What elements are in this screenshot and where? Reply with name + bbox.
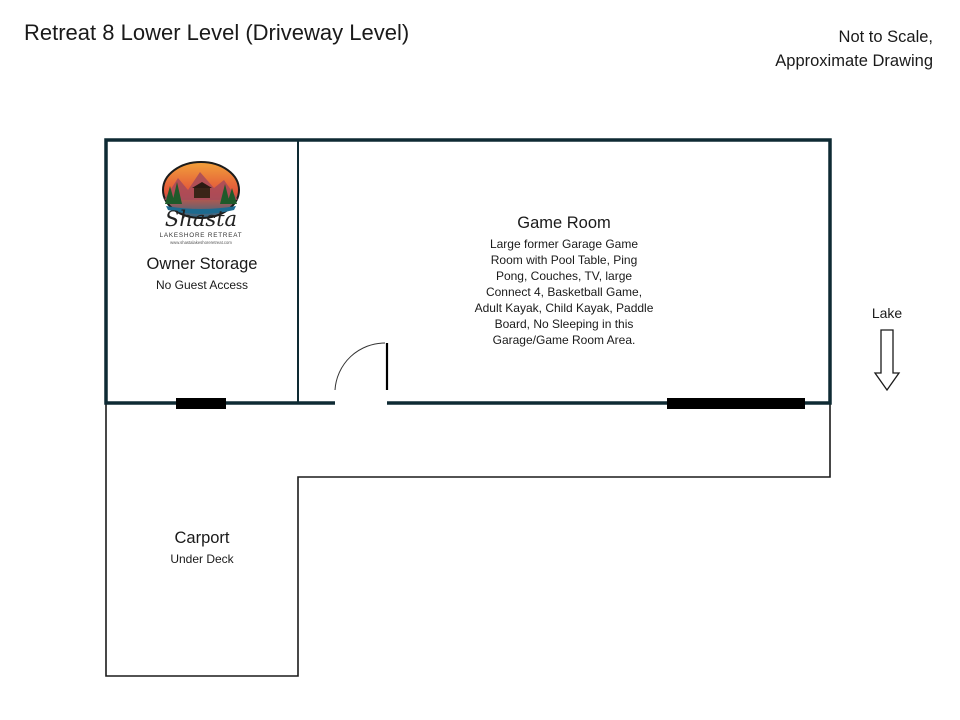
page-title: Retreat 8 Lower Level (Driveway Level) — [24, 20, 410, 45]
carport-label — [106, 529, 298, 567]
logo-tagline: LAKESHORE RETREAT — [159, 232, 243, 239]
logo-wordmark: Shasta — [164, 207, 238, 231]
game-room-line: Room with Pool Table, Ping — [490, 253, 638, 267]
logo-url: www.shastalakeshoreretreat.com — [170, 240, 232, 245]
scale-note-line-2: Approximate Drawing — [775, 52, 933, 70]
scale-note-line-1: Not to Scale, — [838, 28, 933, 46]
game-room-line: Board, No Sleeping in this — [494, 317, 634, 331]
storage-window — [176, 398, 226, 409]
shasta-logo — [156, 160, 246, 250]
garage-door — [667, 398, 805, 409]
owner-storage-subtitle: No Guest Access — [155, 278, 249, 292]
lake-label: Lake — [871, 305, 903, 321]
carport-subtitle: Under Deck — [170, 552, 234, 566]
game-room-label — [446, 214, 682, 348]
owner-storage-label — [106, 255, 298, 293]
owner-storage-name: Owner Storage — [146, 255, 258, 273]
game-room-line: Large former Garage Game — [489, 237, 639, 251]
carport-name: Carport — [174, 529, 230, 547]
game-room-line: Adult Kayak, Child Kayak, Paddle — [474, 301, 654, 315]
game-room-description — [446, 236, 682, 348]
down-arrow-icon — [875, 330, 899, 390]
game-room-line: Garage/Game Room Area. — [492, 333, 636, 347]
game-room-name: Game Room — [517, 214, 611, 232]
door-icon — [335, 343, 387, 390]
game-room-line: Connect 4, Basketball Game, — [485, 285, 643, 299]
game-room-line: Pong, Couches, TV, large — [495, 269, 633, 283]
